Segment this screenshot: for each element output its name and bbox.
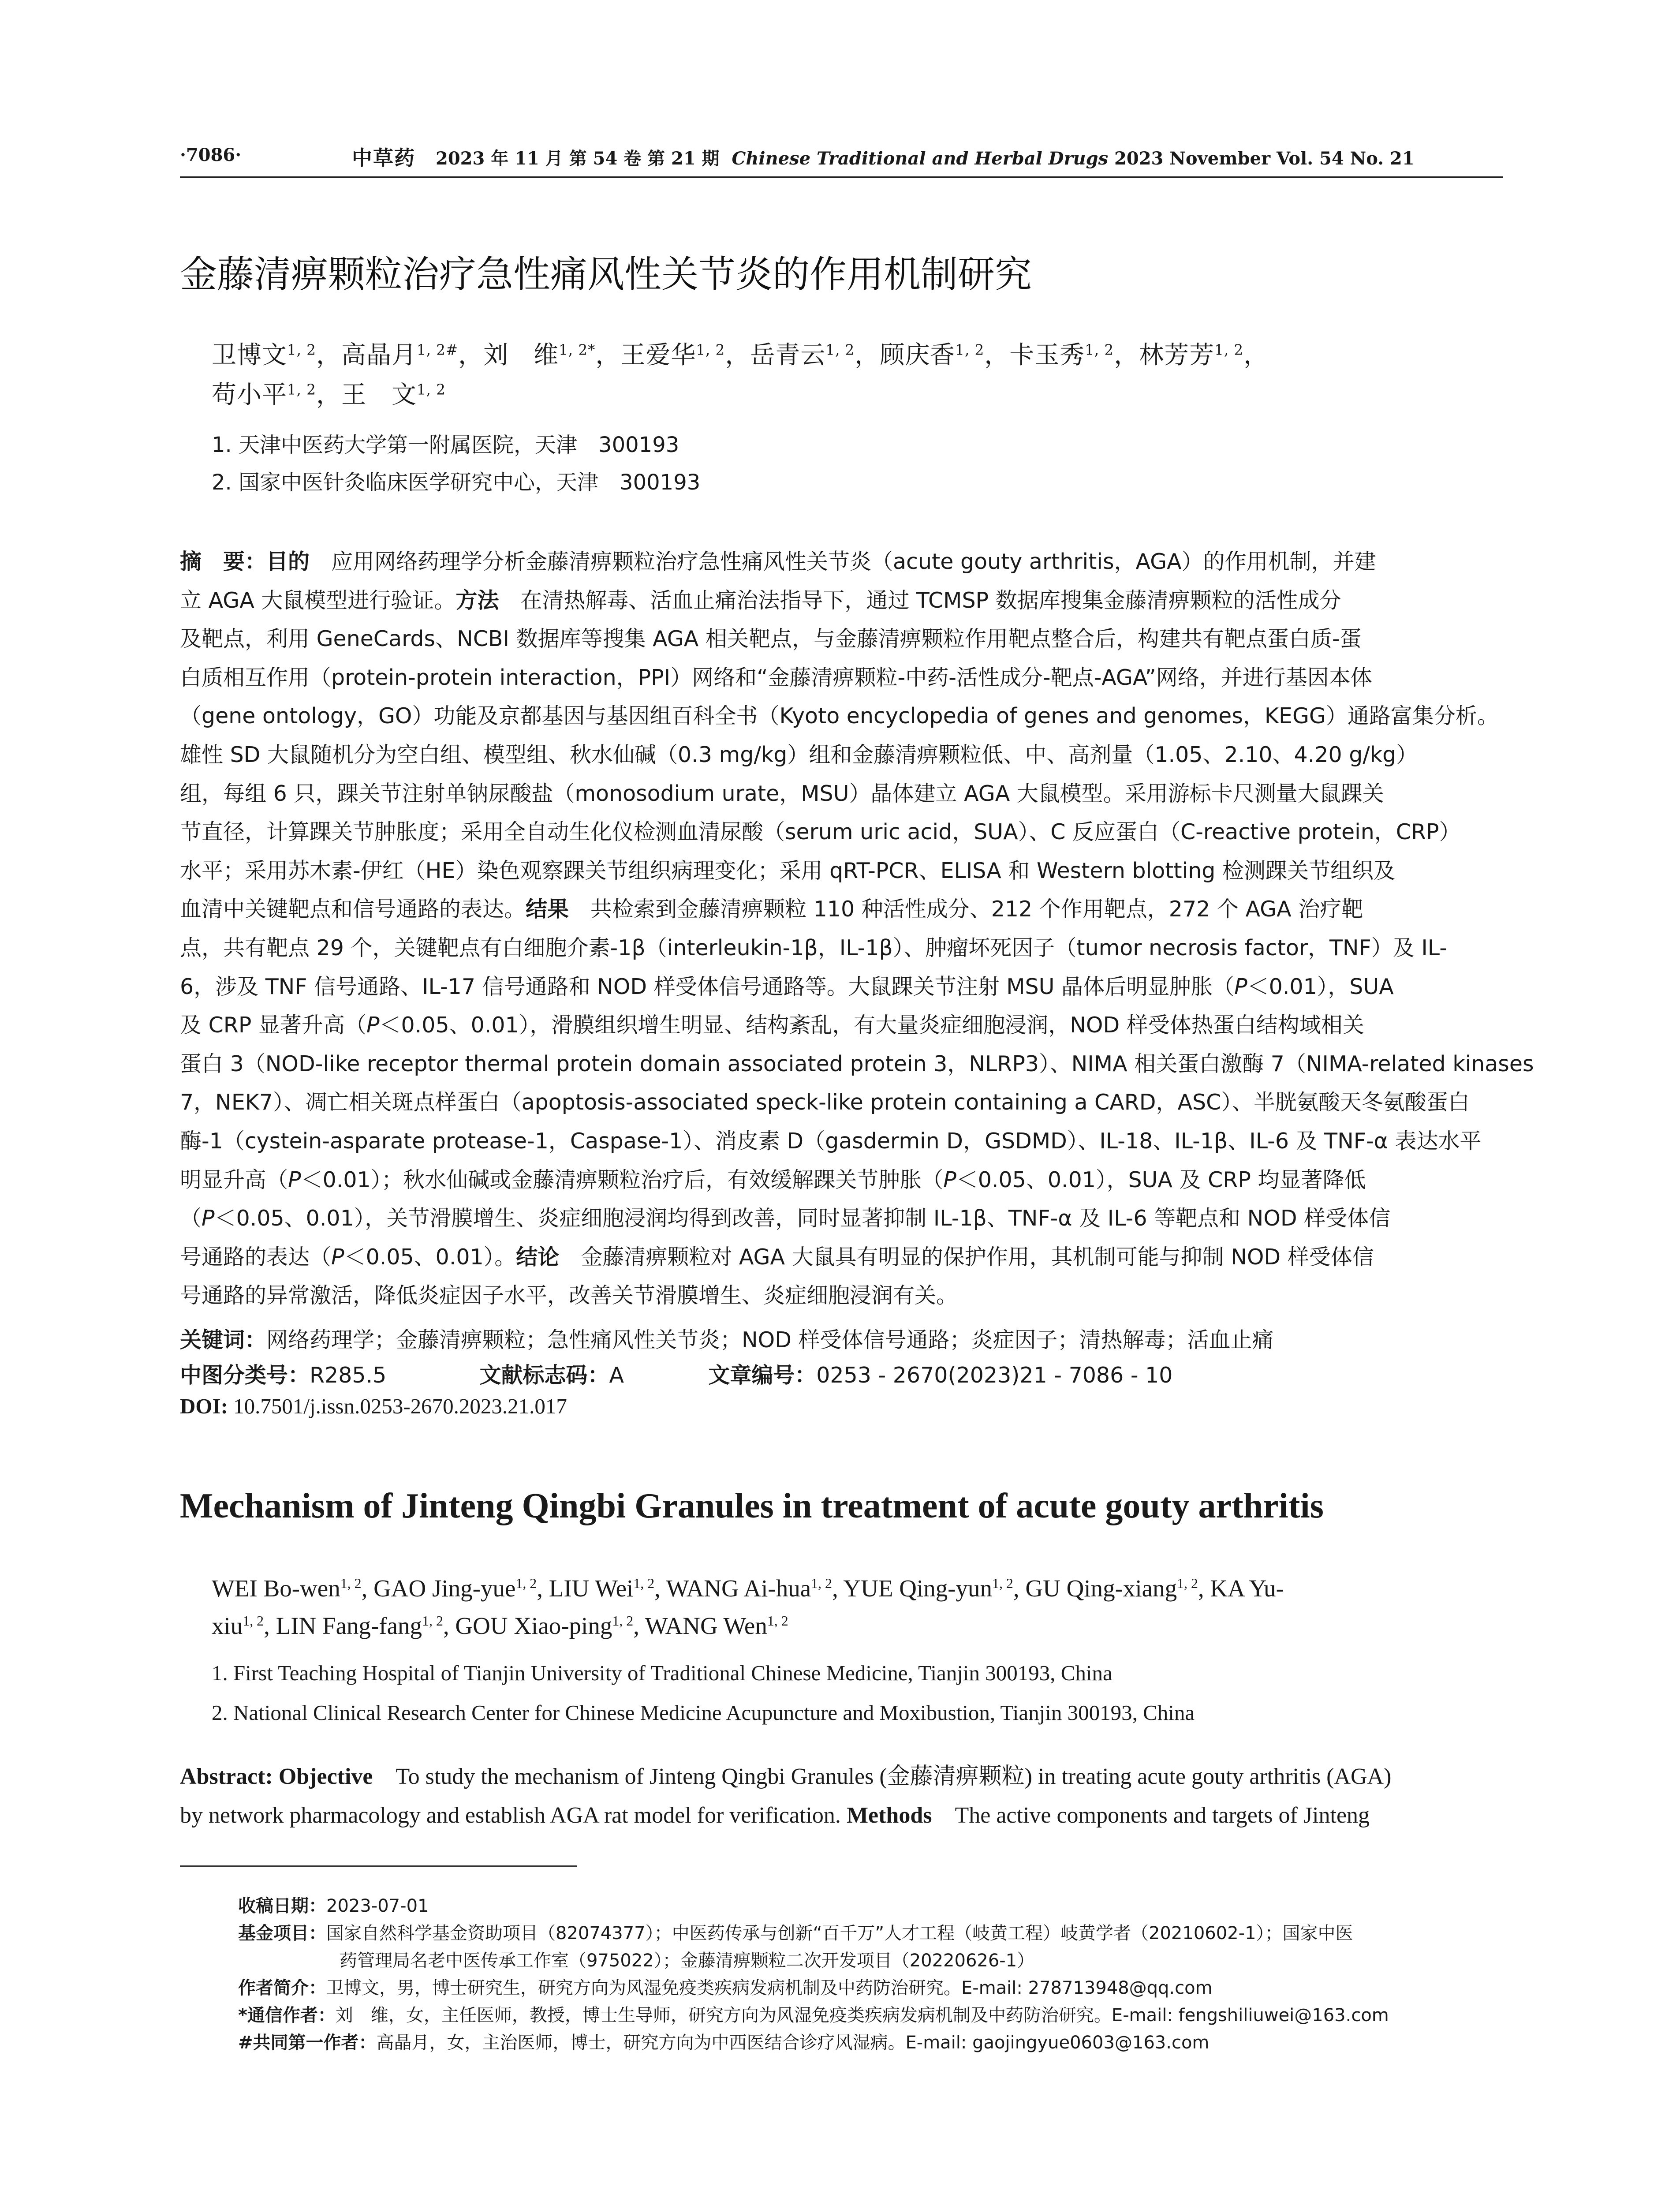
abstract-cn-line <box>180 1008 1503 1039</box>
abstract-cn-text: 应用网络药理学分析金藤清痹颗粒治疗急性痛风性关节炎（acute gouty arthritis，AGA）的作用机制，并建 <box>310 549 1376 574</box>
doi-value: 10.7501/j.issn.0253-2670.2023.21.017 <box>233 1394 567 1418</box>
author-name: WANG Wen <box>645 1612 767 1639</box>
abstract-cn-line <box>180 1047 1534 1078</box>
abstract-cn-line <box>180 1240 1503 1271</box>
abstract-cn-line <box>180 699 1503 730</box>
footnote-text: 药管理局名老中医传承工作室（975022）；金藤清痹颗粒二次开发项目（20220626-1） <box>340 1951 1035 1971</box>
clc-value: R285.5 <box>310 1363 387 1388</box>
abstract-cn-italic: P <box>1234 974 1247 999</box>
footnote-label: *通信作者： <box>238 2005 336 2026</box>
abstract-cn-text: 及 CRP 显著升高（ <box>180 1013 366 1038</box>
author-affiliation-mark: 1, 2 <box>696 341 725 359</box>
issue-info <box>436 145 1415 170</box>
abstract-cn-text: ＜0.01），SUA <box>1247 974 1394 999</box>
abstract-cn-text: 点，共有靶点 29 个，关键靶点有白细胞介素-1β（interleukin-1β，IL-1β）、肿瘤坏死因子（tumor necrosis factor，TNF）及 IL- <box>180 935 1447 960</box>
footnote-label: #共同第一作者： <box>238 2033 377 2053</box>
abstract-cn-text: 立 AGA 大鼠模型进行验证。 <box>180 588 456 613</box>
author-affiliation-mark: 1, 2 <box>633 1575 655 1591</box>
footnote-text: 卫博文，男，博士研究生，研究方向为风湿免疫类疾病发病机制及中药防治研究。E-mail: 278713948@qq.com <box>326 1978 1213 1998</box>
author-affiliation-mark: 1, 2 <box>767 1613 788 1629</box>
author-affiliation-mark: 1, 2 <box>1214 341 1244 359</box>
author-affiliation-mark: 1, 2 <box>416 381 446 398</box>
author-separator: , <box>264 1612 276 1639</box>
author-affiliation-mark: 1, 2# <box>416 341 459 359</box>
footnote-text: 2023-07-01 <box>326 1896 429 1916</box>
author-separator: , <box>633 1612 645 1639</box>
abstract-cn-line <box>180 622 1503 653</box>
author-separator: , <box>443 1612 455 1639</box>
footnote-text: 刘 维，女，主任医师，教授，博士生导师，研究方向为风湿免疫类疾病发病机制及中药防治研究。E-mail: fengshiliuwei@163.com <box>335 2005 1389 2026</box>
author-name: LIU Wei <box>549 1575 634 1602</box>
affiliation-en-1: 1. First Teaching Hospital of Tianjin University of Traditional Chinese Medicine, Tianjin 300193, China <box>212 1661 1113 1685</box>
author-affiliation-mark: 1, 2 <box>287 341 316 359</box>
affiliation-en-2: 2. National Clinical Research Center for Chinese Medicine Acupuncture and Moxibustion, Tianjin 300193, China <box>212 1700 1195 1725</box>
abstract-cn-line <box>180 1278 1503 1309</box>
author-separator: , <box>832 1575 844 1602</box>
abstract-cn-text: 6，涉及 TNF 信号通路、IL-17 信号通路和 NOD 样受体信号通路等。大鼠踝关节注射 MSU 晶体后明显肿胀（ <box>180 974 1235 999</box>
abstract-cn-bold: 目的 <box>266 549 310 574</box>
author-name: 苟小平 <box>212 381 287 409</box>
abstract-cn-line <box>180 1124 1503 1155</box>
author-separator: , <box>537 1575 549 1602</box>
abstract-cn-text: ＜0.01）；秋水仙碱或金藤清痹颗粒治疗后，有效缓解踝关节肿胀（ <box>301 1167 944 1192</box>
author-name: 岳青云 <box>750 341 826 370</box>
author-name: 卡玉秀 <box>1009 341 1085 370</box>
abstract-cn-text: 血清中关键靶点和信号通路的表达。 <box>180 897 526 922</box>
abstract-cn-text: 共检索到金藤清痹颗粒 110 种活性成分、212 个作用靶点，272 个 AGA 治疗靶 <box>569 897 1363 922</box>
abstract-cn-text: 号通路的异常激活，降低炎症因子水平，改善关节滑膜增生、炎症细胞浸润有关。 <box>180 1283 958 1308</box>
page-number: ·7086· <box>180 145 242 165</box>
author-affiliation-mark: 1, 2 <box>340 1575 362 1591</box>
article-title-en: Mechanism of Jinteng Qingbi Granules in treatment of acute gouty arthritis <box>180 1487 1324 1525</box>
abstract-cn-text: 水平；采用苏木素-伊红（HE）染色观察踝关节组织病理变化；采用 qRT-PCR、ELISA 和 Western blotting 检测踝关节组织及 <box>180 858 1395 883</box>
doi-line <box>180 1394 567 1419</box>
journal-name-cn: 中草药 <box>352 146 415 170</box>
author-name: 林芳芳 <box>1139 341 1215 370</box>
abstract-en-line <box>180 1796 1503 1829</box>
author-separator: ， <box>725 341 750 370</box>
author-name: KA Yu- <box>1210 1575 1284 1602</box>
abstract-cn-line <box>180 545 1503 576</box>
clc-label: 中图分类号： <box>180 1363 310 1388</box>
footnote-label: 收稿日期： <box>238 1896 326 1916</box>
abstract-cn-italic: P <box>366 1013 380 1038</box>
abstract-cn-text: ＜0.05、0.01），关节滑膜增生、炎症细胞浸润均得到改善，同时显著抑制 IL-1β、TNF-α 及 IL-6 等靶点和 NOD 样受体信 <box>214 1206 1391 1231</box>
doc-code-label: 文献标志码： <box>479 1363 609 1388</box>
footnote-line <box>238 2029 1209 2054</box>
author-affiliation-mark: 1, 2 <box>1177 1575 1198 1591</box>
author-separator: , <box>1013 1575 1026 1602</box>
doi-label: DOI: <box>180 1394 228 1418</box>
footnote-rule <box>180 1865 577 1867</box>
abstract-cn-line <box>180 931 1503 962</box>
author-separator: ， <box>316 381 341 409</box>
abstract-cn-text: 白质相互作用（protein-protein interaction，PPI）网络和“金藤清痹颗粒-中药-活性成分-靶点-AGA”网络，并进行基因本体 <box>180 665 1372 690</box>
author-name: WANG Ai-hua <box>666 1575 811 1602</box>
abstract-cn-italic: P <box>943 1167 956 1192</box>
authors-en-line-1 <box>212 1574 1284 1602</box>
abstract-cn-italic: P <box>331 1245 344 1270</box>
footnote-line <box>238 1892 429 1917</box>
author-name: 王爱华 <box>620 341 696 370</box>
abstract-cn-text: 7，NEK7）、凋亡相关斑点样蛋白（apoptosis-associated speck-like protein containing a CARD，ASC）、半胱氨酸天冬氨酸蛋白 <box>180 1090 1470 1115</box>
abstract-cn-text: 及靶点，利用 GeneCards、NCBI 数据库等搜集 AGA 相关靶点，与金藤清痹颗粒作用靶点整合后，构建共有靶点蛋白质-蛋 <box>180 626 1362 651</box>
keywords-cn <box>180 1323 1274 1354</box>
author-affiliation-mark: 1, 2 <box>811 1575 832 1591</box>
abstract-cn-line <box>180 892 1503 923</box>
author-separator: ， <box>1114 341 1139 370</box>
abstract-en-text: The active components and targets of Jinteng <box>932 1803 1370 1828</box>
author-name: YUE Qing-yun <box>843 1575 993 1602</box>
abstract-cn-text: 组，每组 6 只，踝关节注射单钠尿酸盐（monosodium urate，MSU）晶体建立 AGA 大鼠模型。采用游标卡尺测量大鼠踝关 <box>180 781 1384 806</box>
author-separator: , <box>1198 1575 1210 1602</box>
footnote-line <box>238 1919 1353 1944</box>
author-name: LIN Fang-fang <box>276 1612 422 1639</box>
journal-name-en: Chinese Traditional and Herbal Drugs <box>732 148 1109 169</box>
abstract-cn-bold: 方法 <box>455 588 499 613</box>
author-name: 高晶月 <box>341 341 417 370</box>
author-name: WEI Bo-wen <box>212 1575 340 1602</box>
author-separator: , <box>654 1575 666 1602</box>
author-affiliation-mark: 1, 2 <box>515 1575 537 1591</box>
authors-cn-line-2 <box>212 375 446 415</box>
abstract-cn-text: 在清热解毒、活血止痛治法指导下，通过 TCMSP 数据库搜集金藤清痹颗粒的活性成分 <box>499 588 1341 613</box>
author-affiliation-mark: 1, 2 <box>243 1613 264 1629</box>
keywords-text: 网络药理学；金藤清痹颗粒；急性痛风性关节炎；NOD 样受体信号通路；炎症因子；清热解毒；活血止痛 <box>266 1327 1274 1353</box>
article-no-label: 文章编号： <box>708 1363 817 1388</box>
author-affiliation-mark: 1, 2 <box>825 341 855 359</box>
abstract-cn-text: （gene ontology，GO）功能及京都基因与基因组百科全书（Kyoto encyclopedia of genes and genomes，KEGG）通路富集分析。 <box>180 703 1499 729</box>
abstract-cn-line <box>180 777 1503 807</box>
abstract-cn-line <box>180 1085 1503 1116</box>
abstract-cn-italic: P <box>288 1167 301 1192</box>
abstract-cn-bold: 结果 <box>526 897 569 922</box>
author-name: 刘 维 <box>483 341 559 370</box>
doc-code-value: A <box>609 1363 624 1388</box>
affiliation-cn-2: 2. 国家中医针灸临床医学研究中心，天津 300193 <box>212 470 701 495</box>
author-separator: ， <box>316 341 341 370</box>
abstract-cn-line <box>180 815 1503 846</box>
author-affiliation-mark: 1, 2 <box>612 1613 634 1629</box>
footnote-line <box>238 2001 1389 2026</box>
footnote-text: 高晶月，女，主治医师，博士，研究方向为中西医结合诊疗风湿病。E-mail: gaojingyue0603@163.com <box>376 2033 1210 2053</box>
abstract-cn-line <box>180 738 1503 769</box>
header-rule <box>180 176 1503 178</box>
footnote-label: 基金项目： <box>238 1923 326 1943</box>
author-separator: ， <box>984 341 1010 370</box>
abstract-cn-bold: 结论 <box>516 1245 560 1270</box>
abstract-cn-text: ＜0.05、0.01），SUA 及 CRP 均显著降低 <box>956 1167 1366 1192</box>
abstract-cn-text: 节直径，计算踝关节肿胀度；采用全自动生化仪检测血清尿酸（serum uric acid，SUA）、C 反应蛋白（C-reactive protein，CRP） <box>180 819 1461 845</box>
abstract-cn-text: （ <box>180 1206 202 1231</box>
abstract-cn-text: 明显升高（ <box>180 1167 288 1192</box>
abstract-cn-text: ＜0.05、0.01）。 <box>344 1245 516 1270</box>
author-affiliation-mark: 1, 2* <box>559 341 596 359</box>
footnote-line <box>340 1947 1034 1972</box>
author-name: xiu <box>212 1612 243 1639</box>
article-title-cn: 金藤清痹颗粒治疗急性痛风性关节炎的作用机制研究 <box>180 253 1032 296</box>
abstract-cn-text: 雄性 SD 大鼠随机分为空白组、模型组、秋水仙碱（0.3 mg/kg）组和金藤清痹颗粒低、中、高剂量（1.05、2.10、4.20 g/kg） <box>180 742 1418 767</box>
issue-info-cn: 2023 年 11 月 第 54 卷 第 21 期 <box>436 148 720 169</box>
author-name: 卫博文 <box>212 341 287 370</box>
author-name: GAO Jing-yue <box>373 1575 516 1602</box>
abstract-cn-text: ＜0.05、0.01），滑膜组织增生明显、结构紊乱，有大量炎症细胞浸润，NOD 样受体热蛋白结构域相关 <box>379 1013 1364 1038</box>
abstract-cn-text: 蛋白 3（NOD-like receptor thermal protein domain associated protein 3，NLRP3）、NIMA 相关蛋白激酶 7（NIMA-related kinases <box>180 1051 1534 1076</box>
abstract-cn-line <box>180 1163 1503 1194</box>
author-affiliation-mark: 1, 2 <box>1085 341 1114 359</box>
author-separator: ， <box>855 341 880 370</box>
classification-line <box>180 1358 1172 1389</box>
abstract-en-text: To study the mechanism of Jinteng Qingbi Granules (金藤清痹颗粒) in treating acute gouty arthritis (AGA) <box>373 1764 1392 1789</box>
abstract-en-bold: Methods <box>846 1803 932 1828</box>
author-name: 顾庆香 <box>880 341 956 370</box>
abstract-cn-label: 摘 要： <box>180 549 267 574</box>
author-affiliation-mark: 1, 2 <box>992 1575 1013 1591</box>
authors-en-line-2 <box>212 1612 788 1640</box>
article-no-value: 0253 - 2670(2023)21 - 7086 - 10 <box>816 1363 1173 1388</box>
abstract-en-line <box>180 1757 1503 1790</box>
author-separator: ， <box>458 341 484 370</box>
running-header <box>180 142 1503 168</box>
affiliation-cn-1: 1. 天津中医药大学第一附属医院，天津 300193 <box>212 433 679 457</box>
author-name: 王 文 <box>341 381 417 409</box>
author-separator: ， <box>1243 341 1269 370</box>
authors-cn-line-1 <box>212 335 1269 376</box>
abstract-cn-text: 金藤清痹颗粒对 AGA 大鼠具有明显的保护作用，其机制可能与抑制 NOD 样受体信 <box>559 1245 1374 1270</box>
abstract-cn-italic: P <box>202 1206 215 1231</box>
abstract-cn-line <box>180 661 1503 691</box>
abstract-en-text: by network pharmacology and establish AGA rat model for verification. <box>180 1803 847 1828</box>
issue-info-en: 2023 November Vol. 54 No. 21 <box>1114 148 1415 169</box>
abstract-cn-text: 酶-1（cystein-asparate protease-1，Caspase-1）、消皮素 D（gasdermin D，GSDMD）、IL-18、IL-1β、IL-6 及 TNF-α 表达水平 <box>180 1129 1482 1154</box>
author-name: GU Qing-xiang <box>1025 1575 1177 1602</box>
keywords-label: 关键词： <box>180 1327 267 1353</box>
author-affiliation-mark: 1, 2 <box>955 341 985 359</box>
abstract-cn-line <box>180 583 1503 614</box>
abstract-cn-text: 号通路的表达（ <box>180 1245 332 1270</box>
abstract-cn-line <box>180 970 1503 1001</box>
abstract-cn-line <box>180 1201 1503 1232</box>
footnote-text: 国家自然科学基金资助项目（82074377）；中医药传承与创新“百千万”人才工程（岐黄工程）岐黄学者（20210602-1）；国家中医 <box>326 1923 1353 1943</box>
author-affiliation-mark: 1, 2 <box>422 1613 443 1629</box>
footnote-label: 作者简介： <box>238 1978 326 1998</box>
abstract-en-bold: Abstract: Objective <box>180 1764 373 1789</box>
abstract-cn-line <box>180 854 1503 885</box>
footnote-line <box>238 1974 1213 1999</box>
author-separator: ， <box>595 341 621 370</box>
author-separator: , <box>361 1575 374 1602</box>
author-affiliation-mark: 1, 2 <box>287 381 316 398</box>
author-name: GOU Xiao-ping <box>455 1612 612 1639</box>
